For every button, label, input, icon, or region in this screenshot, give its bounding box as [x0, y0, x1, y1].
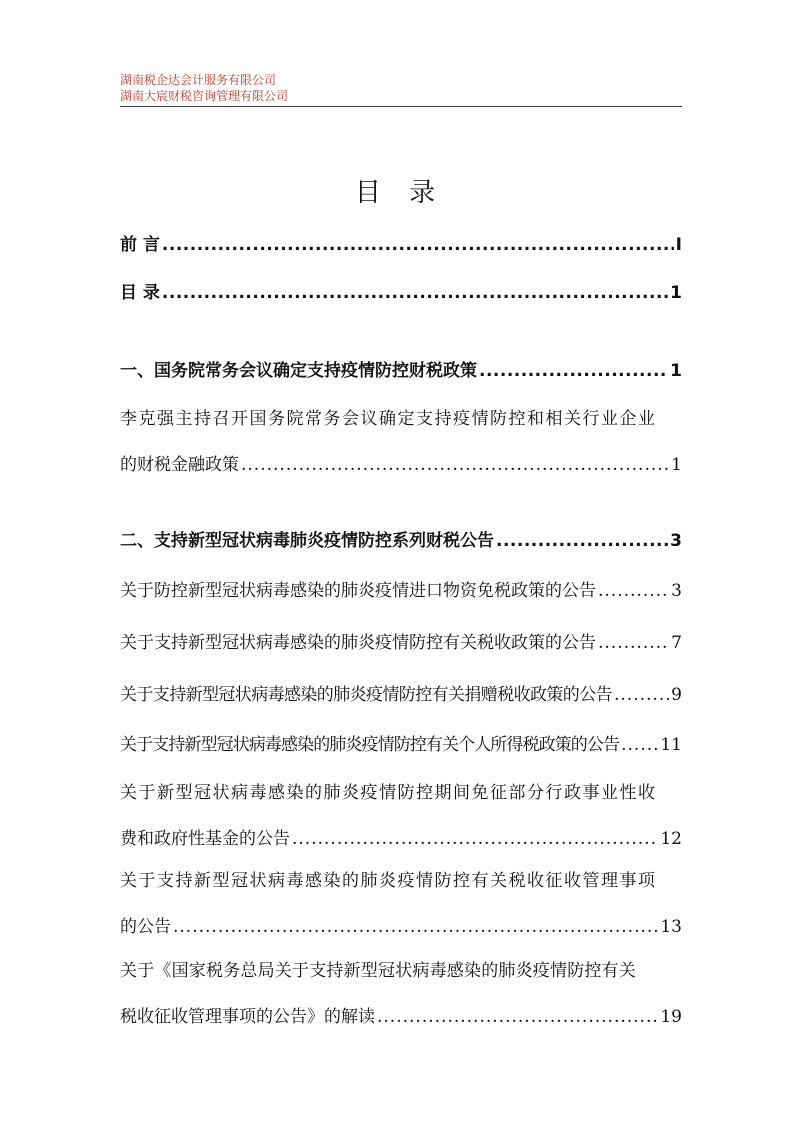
toc-page-number: 9: [671, 685, 682, 705]
toc-leader: [598, 568, 669, 614]
toc-page-number: 3: [670, 531, 682, 551]
company-name-1: 湖南税企达会计服务有限公司: [120, 73, 277, 87]
toc-leader: [479, 348, 668, 394]
toc-entry-tax-collection[interactable]: [120, 858, 682, 950]
toc-entry-preface[interactable]: [120, 222, 682, 268]
company-name-2: 湖南大宸财税咨询管理有限公司: [120, 89, 289, 103]
toc-entry-interpretation[interactable]: [120, 948, 682, 1040]
toc-leader: [598, 620, 669, 666]
toc-page-number: 13: [660, 917, 682, 937]
toc-leader: [614, 672, 669, 718]
toc-entry-title: 关于支持新型冠状病毒感染的肺炎疫情防控有关税收政策的公告: [120, 633, 596, 653]
toc-page-number: 1: [670, 361, 682, 381]
toc-leader: [173, 904, 658, 950]
toc-page-number: 19: [660, 1007, 682, 1027]
toc-entry-title-line1: 关于《国家税务总局关于支持新型冠状病毒感染的肺炎疫情防控有关: [120, 961, 636, 981]
toc-entry-li-keqiang[interactable]: [120, 396, 682, 488]
toc-entry-title: 一、国务院常务会议确定支持疫情防控财税政策: [120, 361, 477, 381]
toc-entry-title-line1: 关于支持新型冠状病毒感染的肺炎疫情防控有关税收征收管理事项: [120, 871, 657, 891]
toc-entry-title: 的公告: [120, 917, 171, 937]
toc-page-number: 12: [660, 829, 682, 849]
toc-entry-title: 的财税金融政策: [120, 455, 239, 475]
toc-entry-contents[interactable]: [120, 270, 682, 316]
toc-page-number: I: [675, 235, 682, 255]
toc-leader: [292, 816, 658, 862]
toc-leader: [496, 518, 668, 564]
toc-leader: [241, 442, 669, 488]
toc-entry-title-line1: 关于新型冠状病毒感染的肺炎疫情防控期间免征部分行政事业性收: [120, 783, 657, 803]
toc-entry-income-tax[interactable]: [120, 722, 682, 768]
toc-entry-title: 关于防控新型冠状病毒感染的肺炎疫情进口物资免税政策的公告: [120, 581, 596, 601]
toc-entry-section-1[interactable]: [120, 348, 682, 394]
toc-entry-fee-exemption[interactable]: [120, 770, 682, 862]
toc-leader: [621, 722, 658, 768]
toc-entry-title: 前 言: [120, 235, 160, 255]
toc-entry-title: 税收征收管理事项的公告》的解读: [120, 1007, 375, 1027]
toc-entry-section-2[interactable]: [120, 518, 682, 564]
toc-entry-title: 关于支持新型冠状病毒感染的肺炎疫情防控有关个人所得税政策的公告: [120, 735, 620, 755]
toc-leader: [162, 270, 668, 316]
toc-page-number: 3: [671, 581, 682, 601]
toc-page-number: 1: [670, 283, 682, 303]
toc-page-number: 1: [671, 455, 682, 475]
toc-entry-donation-tax[interactable]: [120, 672, 682, 718]
page-title: 目 录: [354, 178, 446, 208]
toc-entry-tax-policy[interactable]: [120, 620, 682, 666]
toc-entry-title: 目 录: [120, 283, 160, 303]
toc-page-number: 11: [660, 735, 682, 755]
toc-entry-title: 二、支持新型冠状病毒肺炎疫情防控系列财税公告: [120, 531, 494, 551]
toc-leader: [377, 994, 658, 1040]
toc-page-number: 7: [671, 633, 682, 653]
toc-entry-import-tax[interactable]: [120, 568, 682, 614]
page-header: [120, 72, 682, 107]
toc-entry-title: 费和政府性基金的公告: [120, 829, 290, 849]
toc-entry-title: 关于支持新型冠状病毒感染的肺炎疫情防控有关捐赠税收政策的公告: [120, 685, 612, 705]
toc-leader: [162, 222, 674, 268]
toc-entry-title-line1: 李克强主持召开国务院常务会议确定支持疫情防控和相关行业企业: [120, 409, 657, 429]
